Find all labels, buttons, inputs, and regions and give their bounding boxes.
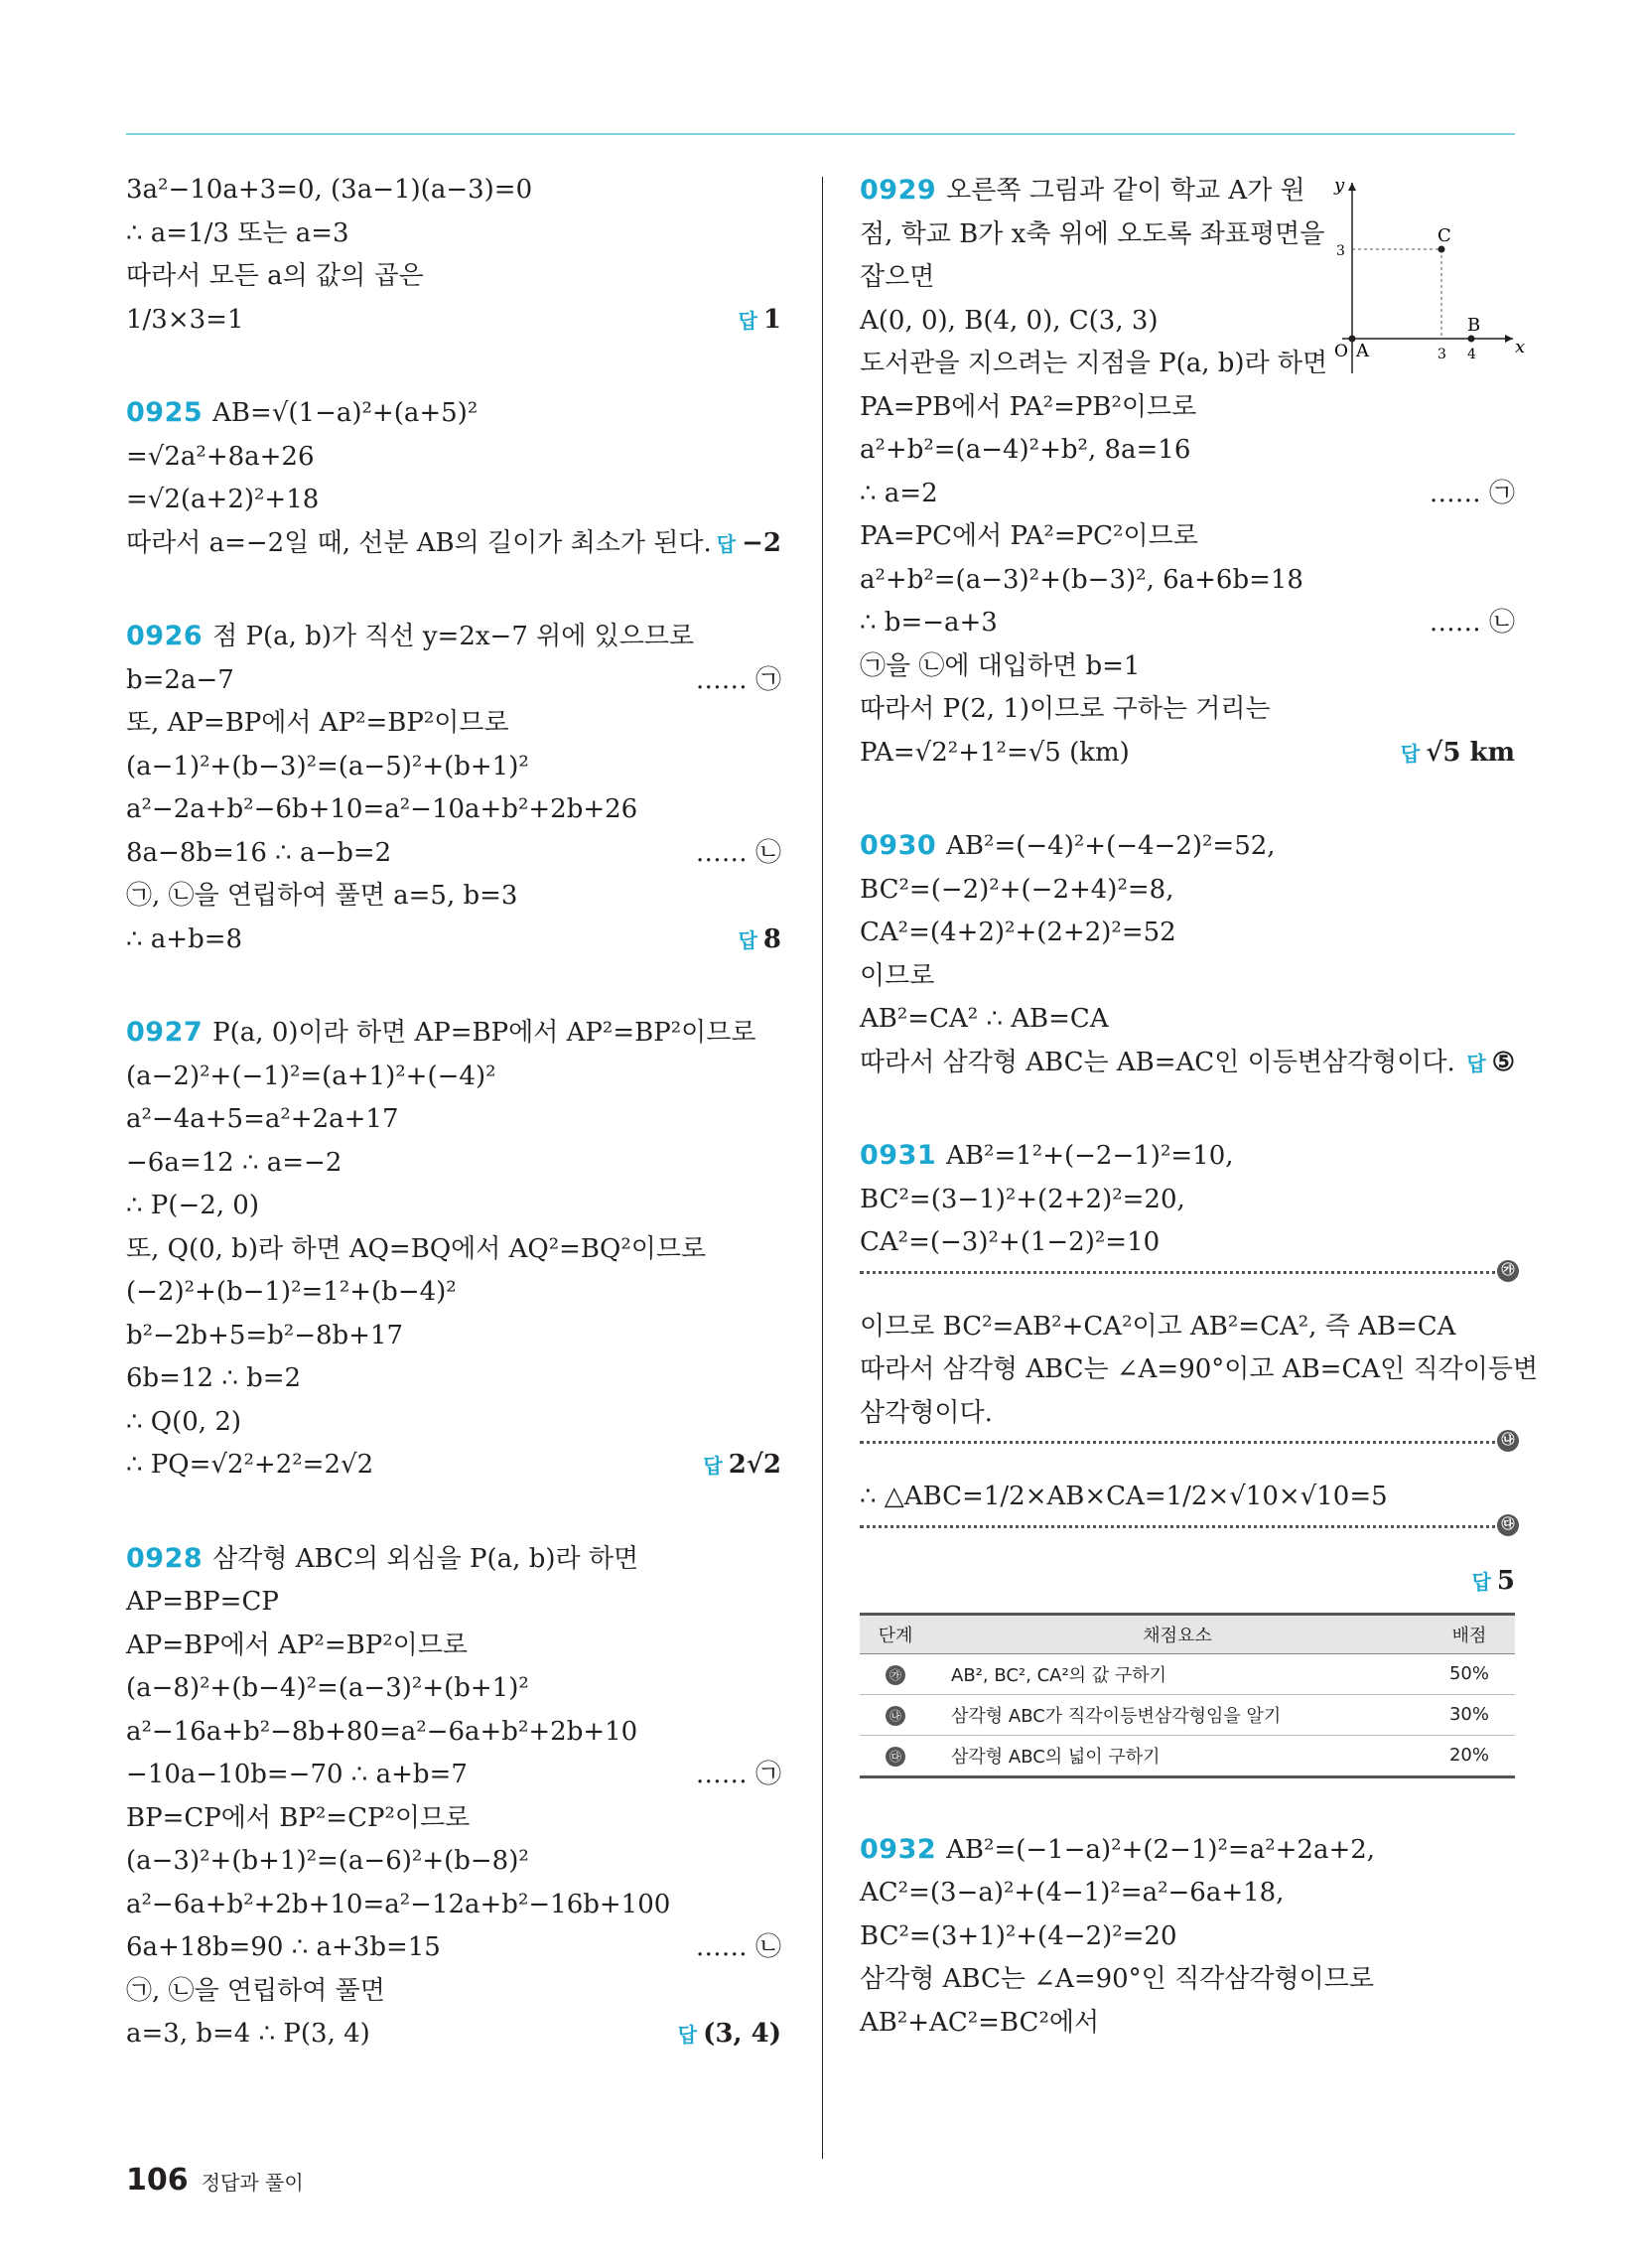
answer-value: (3, 4) [703,2019,781,2049]
line-text: AB²=(−1−a)²+(2−1)²=a²+2a+2, [946,1834,1376,1865]
line-text: AB²=CA² ∴ AB=CA [860,1004,1109,1034]
solution-line [126,1711,781,1755]
solution-line [126,1098,781,1142]
origin-label: O [1334,342,1348,361]
problem-0930 [860,824,1515,1084]
solution-line [860,256,1297,300]
answer [703,1444,781,1488]
solution-line [126,1185,781,1228]
line-text: a²−4a+5=a²+2a+17 [126,1104,399,1134]
line-text: PA=PB에서 PA²=PB²이므로 [860,391,1197,422]
problem-0928 [126,1537,781,2056]
solution-line [126,1754,781,1797]
solution-line [860,824,1515,869]
table-cell-step [860,1653,931,1694]
line-text: AB²=(−4)²+(−4−2)²=52, [946,831,1276,861]
answer-label: 답 [1466,1051,1486,1075]
solution-line [126,1315,781,1358]
solution-line [860,1392,1515,1436]
line-text: 1/3×3=1 [126,304,244,335]
solution-line [126,169,781,213]
equation-mark: …… ㉡ [695,1932,781,1962]
solution-line [126,659,781,703]
line-text: AP=BP=CP [126,1587,279,1617]
answer-line [860,1560,1515,1603]
solution-line [126,1056,781,1099]
point-label-A: A [1356,341,1369,361]
coordinate-graph [1316,175,1525,383]
line-text: ∴ Q(0, 2) [126,1406,242,1437]
step-divider [860,1262,1515,1294]
solution-line [126,1884,781,1927]
line-text: a=3, b=4 ∴ P(3, 4) [126,2019,370,2049]
line-text: BC²=(3+1)²+(4−2)²=20 [860,1920,1177,1951]
problem-0926 [126,615,781,961]
table-cell-pct: 20% [1424,1735,1515,1776]
problem-prev [126,169,781,342]
line-text: 따라서 삼각형 ABC는 AB=AC인 이등변삼각형이다. [860,1047,1455,1077]
line-text: 도서관을 지으려는 지점을 P(a, b)라 하면 [860,349,1328,378]
line-text: a²+b²=(a−3)²+(b−3)², 6a+6b=18 [860,564,1303,595]
line-text: =√2a²+8a+26 [126,441,315,472]
line-text: 삼각형 ABC는 ∠A=90°인 직각삼각형이므로 [860,1964,1374,1994]
solution-line [860,955,1515,999]
line-text: (a−1)²+(b−3)²=(a−5)²+(b+1)² [126,751,529,781]
answer [1466,1042,1515,1086]
page-number: 106 [126,2163,189,2197]
equation-mark: …… ㉠ [695,1760,781,1789]
solution-line [860,169,1305,213]
solution-line [126,875,781,919]
solution-line [860,869,1515,913]
solution-line [126,919,781,962]
solution-line [860,998,1515,1042]
line-text: BC²=(−2)²+(−2+4)²=8, [860,874,1174,905]
x-label: x [1515,337,1525,357]
solution-line [126,255,781,299]
solution-line [860,1221,1515,1265]
line-text: AP=BP에서 AP²=BP²이므로 [126,1630,469,1660]
solution-line [126,522,781,566]
column-separator [822,177,823,2159]
step-badge: ㉯ [886,1706,905,1726]
solution-line [126,1926,781,1970]
answer-value: 5 [1496,1565,1515,1596]
solution-line [126,1011,781,1056]
line-text: ㉠, ㉡을 연립하여 풀면 [126,1975,385,2006]
line-text: b²−2b+5=b²−8b+17 [126,1320,404,1350]
point-label-B: B [1467,315,1481,336]
solution-line [860,1872,1515,1915]
line-text: A(0, 0), B(4, 0), C(3, 3) [860,305,1159,336]
step-badge: ㉰ [886,1747,905,1767]
line-text: ∴ P(−2, 0) [126,1191,259,1220]
problem-number: 0928 [126,1542,204,1574]
line-text: AB²+AC²=BC²에서 [860,2007,1100,2038]
answer-value: 2√2 [728,1450,781,1480]
line-text: BP=CP에서 BP²=CP²이므로 [126,1802,471,1833]
line-text: =√2(a+2)²+18 [126,485,320,514]
answer-label: 답 [1471,1569,1491,1594]
problem-0932 [860,1828,1515,2046]
line-text: a²−16a+b²−8b+80=a²−6a+b²+2b+10 [126,1716,638,1747]
solution-line [860,343,1328,386]
line-text: 점 P(a, b)가 직선 y=2x−7 위에 있으므로 [212,622,695,651]
solution-line [126,436,781,480]
solution-line [126,391,781,436]
solution-line [860,1915,1515,1959]
solution-line [860,732,1515,776]
table-row [860,1653,1515,1694]
solution-line [860,1476,1515,1519]
table-row [860,1735,1515,1776]
line-text: AB²=1²+(−2−1)²=10, [946,1141,1234,1171]
line-text: ∴ △ABC=1/2×AB×CA=1/2×√10×√10=5 [860,1482,1388,1511]
line-text: 6a+18b=90 ∴ a+3b=15 [126,1932,441,1962]
table-header: 단계 [860,1614,931,1653]
solution-line [860,1179,1515,1222]
solution-line [126,746,781,789]
line-text: 따라서 삼각형 ABC는 ∠A=90°이고 AB=CA인 직각이등변 [860,1354,1539,1384]
solution-line [860,2002,1515,2046]
problem-0927 [126,1011,781,1488]
line-text: a²+b²=(a−4)²+b², 8a=16 [860,435,1191,465]
line-text: 따라서 P(2, 1)이므로 구하는 거리는 [860,694,1271,724]
problem-number: 0925 [126,397,204,428]
point-C [1438,246,1445,253]
table-cell-pct: 50% [1424,1653,1515,1694]
page-footer [126,2163,304,2197]
answer-value: √5 km [1426,737,1515,768]
line-text: 6b=12 ∴ b=2 [126,1363,302,1393]
problem-number: 0929 [860,175,937,206]
line-text: ∴ a=1/3 또는 a=3 [126,217,349,248]
line-text: 8a−8b=16 ∴ a−b=2 [126,837,392,868]
line-text: AC²=(3−a)²+(4−1)²=a²−6a+18, [860,1878,1285,1908]
answer-label: 답 [716,531,737,556]
left-column [126,169,781,2106]
point-A [1349,336,1356,343]
answer-value: −2 [742,527,781,558]
line-text: 삼각형 ABC의 외심을 P(a, b)라 하면 [212,1543,639,1574]
solution-line [126,1970,781,2014]
line-text: 점, 학교 B가 x축 위에 오도록 좌표평면을 [860,218,1325,249]
solution-line [126,1444,781,1488]
solution-line [860,515,1515,559]
problem-0925 [126,391,781,565]
problem-number: 0932 [860,1833,937,1865]
solution-line [126,702,781,746]
step-divider [860,1433,1515,1464]
step-badge: ㉰ [1497,1514,1519,1536]
solution-line [126,299,781,343]
line-text: 따라서 모든 a의 값의 곱은 [126,261,424,291]
solution-line [860,429,1515,473]
answer [678,2013,781,2057]
answer-label: 답 [677,2023,698,2047]
solution-line [126,479,781,522]
step-divider [860,1516,1515,1548]
equation-mark: …… ㉠ [1429,478,1515,508]
line-text: (a−8)²+(b−4)²=(a−3)²+(b+1)² [126,1673,529,1703]
answer-label: 답 [703,1454,723,1478]
table-cell-step [860,1735,931,1776]
line-text: (a−3)²+(b+1)²=(a−6)²+(b−8)² [126,1846,529,1876]
line-text: 또, AP=BP에서 AP²=BP²이므로 [126,708,509,738]
line-text: 따라서 a=−2일 때, 선분 AB의 길이가 최소가 된다. [126,527,712,558]
table-header: 배점 [1424,1614,1515,1653]
answer [739,919,781,963]
footer-text: 정답과 풀이 [201,2171,304,2195]
line-text: 삼각형이다. [860,1397,993,1428]
solution-line [126,1840,781,1884]
step-badge: ㉮ [886,1665,905,1685]
answer-value: ⑤ [1491,1047,1515,1077]
line-text: 또, Q(0, b)라 하면 AQ=BQ에서 AQ²=BQ²이므로 [126,1233,707,1264]
solution-line [860,386,1515,430]
table-row [860,1694,1515,1735]
line-text: ㉠, ㉡을 연립하여 풀면 a=5, b=3 [126,881,518,911]
line-text: 오른쪽 그림과 같이 학교 A가 원 [946,176,1305,206]
table-cell-desc: 삼각형 ABC가 직각이등변삼각형임을 알기 [931,1694,1424,1735]
equation-mark: …… ㉡ [695,837,781,868]
table-cell-pct: 30% [1424,1694,1515,1735]
point-label-C: C [1437,225,1451,246]
solution-line [860,602,1515,645]
line-text: −10a−10b=−70 ∴ a+b=7 [126,1760,468,1789]
problem-number: 0927 [126,1017,204,1048]
line-text: ∴ a+b=8 [126,923,243,954]
line-text: a²−2a+b²−6b+10=a²−10a+b²+2b+26 [126,794,638,824]
solution-line [860,1306,1515,1349]
answer-label: 답 [738,308,757,333]
solution-line [860,1828,1515,1873]
line-text: 잡으면 [860,262,935,292]
y-label: y [1334,175,1345,196]
solution-line [126,1667,781,1711]
line-text: 이므로 BC²=AB²+CA²이고 AB²=CA², 즉 AB=CA [860,1311,1456,1342]
line-text: 이므로 [860,960,935,991]
x-tick-label: 4 [1467,347,1476,362]
solution-line [126,213,781,256]
line-text: ∴ b=−a+3 [860,608,998,638]
line-text: a²−6a+b²+2b+10=a²−12a+b²−16b+100 [126,1889,671,1919]
line-text: P(a, 0)이라 하면 AP=BP에서 AP²=BP²이므로 [212,1018,756,1048]
line-text: CA²=(4+2)²+(2+2)²=52 [860,918,1176,947]
answer [1472,1560,1515,1605]
solution-line [126,2013,781,2056]
x-arrow [1505,335,1513,343]
line-text: ∴ PQ=√2²+2²=2√2 [126,1450,374,1480]
step-badge: ㉮ [1497,1260,1519,1282]
line-text: −6a=12 ∴ a=−2 [126,1147,342,1178]
line-text: BC²=(3−1)²+(2+2)²=20, [860,1184,1185,1214]
equation-mark: …… ㉠ [695,664,781,695]
y-arrow [1348,183,1356,191]
line-text: (a−2)²+(−1)²=(a+1)²+(−4)² [126,1061,496,1091]
solution-line [860,300,1297,344]
solution-line [126,1797,781,1841]
line-text: AB=√(1−a)²+(a+5)² [212,398,479,428]
solution-line [860,1134,1515,1179]
problem-number: 0931 [860,1140,937,1171]
line-text: b=2a−7 [126,664,234,695]
line-text: PA=PC에서 PA²=PC²이므로 [860,521,1198,551]
solution-line [860,1042,1515,1085]
answer [717,522,781,567]
solution-line [126,615,781,659]
table-cell-desc: 삼각형 ABC의 넓이 구하기 [931,1735,1424,1776]
solution-line [126,1401,781,1445]
solution-line [126,1228,781,1272]
solution-line [860,912,1515,955]
line-text: PA=√2²+1²=√5 (km) [860,737,1130,768]
solution-line [860,1958,1515,2002]
solution-line [126,1537,781,1582]
line-text: ㉠을 ㉡에 대입하면 b=1 [860,650,1141,681]
table-header: 채점요소 [931,1614,1424,1653]
solution-line [860,213,1325,257]
table-cell-step [860,1694,931,1735]
answer [1401,732,1515,777]
answer-value: 1 [762,304,781,335]
answer [739,299,781,344]
step-badge: ㉯ [1497,1430,1519,1452]
y-tick-label: 3 [1336,243,1345,259]
x-tick-label: 3 [1437,347,1446,362]
line-text: ∴ a=2 [860,478,938,508]
equation-mark: …… ㉡ [1429,608,1515,638]
solution-line [860,645,1515,689]
scoring-table [860,1613,1515,1778]
solution-line [860,1348,1539,1392]
answer-value: 8 [762,923,781,954]
solution-line [126,1142,781,1186]
solution-line [126,832,781,876]
top-rule [126,133,1515,135]
line-text: (−2)²+(b−1)²=1²+(b−4)² [126,1277,457,1307]
line-text: CA²=(−3)²+(1−2)²=10 [860,1227,1161,1257]
solution-line [860,688,1515,732]
solution-line [126,788,781,832]
line-text: 3a²−10a+3=0, (3a−1)(a−3)=0 [126,175,533,205]
solution-line [860,559,1515,603]
table-cell-desc: AB², BC², CA²의 값 구하기 [931,1653,1424,1694]
answer-label: 답 [1400,741,1421,766]
answer-label: 답 [738,927,757,952]
solution-line [126,1625,781,1668]
solution-line [126,1357,781,1401]
problem-0931 [860,1134,1539,1778]
solution-line [126,1581,781,1625]
solution-line [860,473,1515,516]
point-B [1468,336,1475,343]
problem-number: 0926 [126,621,204,651]
problem-number: 0930 [860,830,937,861]
right-column [860,169,1539,2094]
solution-line [126,1271,781,1315]
